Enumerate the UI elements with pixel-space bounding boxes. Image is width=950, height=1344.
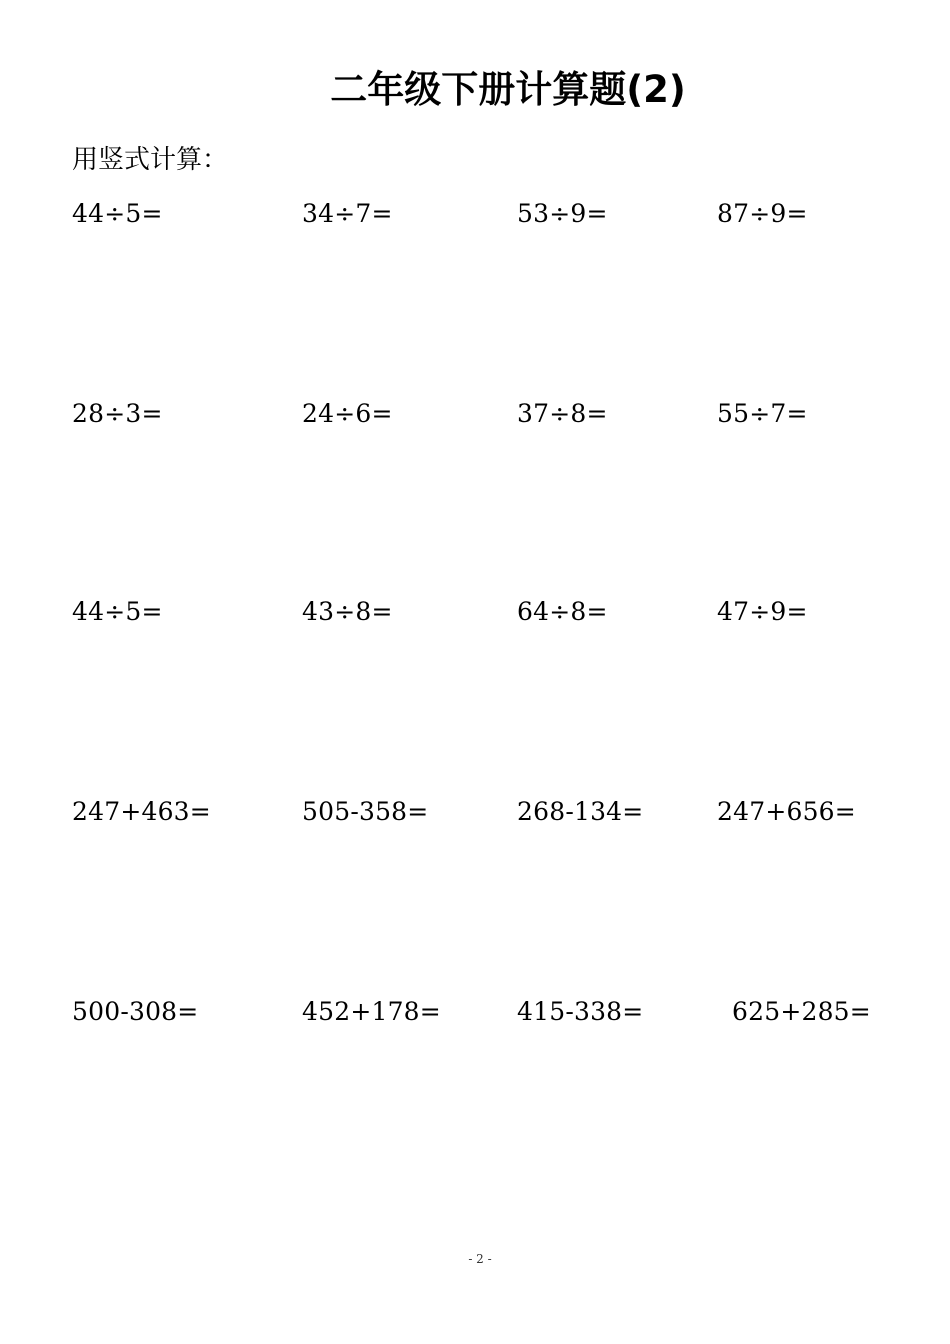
problem-1-1: 44÷5=: [72, 199, 163, 228]
problem-5-1: 500-308=: [72, 997, 199, 1026]
problem-1-4: 87÷9=: [717, 199, 808, 228]
problem-4-2: 505-358=: [302, 797, 429, 826]
problem-row-5: [0, 994, 950, 1030]
instruction-text: 用竖式计算：: [72, 145, 229, 175]
page-number: - 2 -: [468, 1252, 492, 1266]
problem-3-1: 44÷5=: [72, 597, 163, 626]
problem-4-4: 247+656=: [717, 797, 856, 826]
problem-4-1: 247+463=: [72, 797, 211, 826]
problem-2-2: 24÷6=: [302, 399, 393, 428]
problem-3-3: 64÷8=: [517, 597, 608, 626]
problem-row-2: [0, 396, 950, 432]
problem-2-1: 28÷3=: [72, 399, 163, 428]
problem-row-3: [0, 594, 950, 630]
problem-2-3: 37÷8=: [517, 399, 608, 428]
problem-1-3: 53÷9=: [517, 199, 608, 228]
problem-row-4: [0, 794, 950, 830]
problem-5-2: 452+178=: [302, 997, 441, 1026]
problem-2-4: 55÷7=: [717, 399, 808, 428]
problem-5-4: 625+285=: [732, 997, 871, 1026]
problem-4-3: 268-134=: [517, 797, 644, 826]
problem-row-1: [0, 196, 950, 232]
problem-3-2: 43÷8=: [302, 597, 393, 626]
problem-5-3: 415-338=: [517, 997, 644, 1026]
problem-1-2: 34÷7=: [302, 199, 393, 228]
problem-3-4: 47÷9=: [717, 597, 808, 626]
page-title: 二年级下册计算题(2): [330, 68, 686, 111]
